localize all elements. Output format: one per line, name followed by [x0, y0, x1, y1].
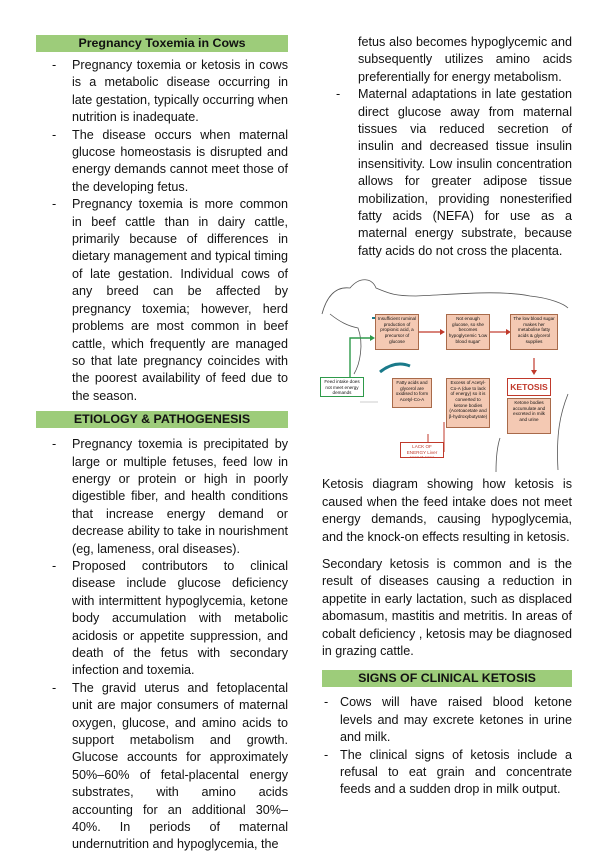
pregnancy-toxemia-list	[36, 57, 288, 405]
list-item: - Maternal adaptations in late gestation direct glucose away from maternal tissues via reduced secretion of insulin and decreased tissue insulin insensitivity. Low insulin concentration allows for greater adipose tissue mobilization, providing nonesterified fatty acids (NEFA) for use as a maternal energy substrate, because fatty acids do not cross the placenta.	[322, 86, 572, 260]
clinical-signs-list	[322, 694, 572, 798]
list-item: - Cows will have raised blood ketone levels and may excrete ketones in urine and milk.	[322, 694, 572, 746]
left-column	[36, 0, 288, 854]
list-item: - The gravid uterus and fetoplacental unit are major consumers of maternal oxygen, glucose, and amino acids to support metabolism and growth. Glucose accounts for approximately 50%–60% of fetal-placental energy substrates, with amino acids accounting for an additional 30%–40%. In periods of maternal undernutrition and hypoglycemia, the	[36, 680, 288, 854]
diagram-box-fatty-acids-glycerol: The low blood sugar makes her metabolise fatty acids & glycerol supplies	[510, 314, 558, 350]
diagram-box-ketone-bodies: Excess of Acetyl-Co-A (due to lack of energy) so it is converted to ketone bodies (Acetoacetate and β-hydroxybutyrate)	[446, 378, 490, 428]
cow-outline-drawing	[320, 274, 570, 472]
etiology-list	[36, 436, 288, 854]
ketosis-diagram	[320, 274, 570, 472]
diagram-caption: Ketosis diagram showing how ketosis is caused when the feed intake does not meet energy demands, causing hypoglycemia, and the knock-on effects resulting in ketosis.	[322, 477, 572, 544]
diagram-box-lack-of-energy: LACK OF ENERGY Liver cannot cope	[400, 442, 444, 458]
section-heading-clinical-signs: SIGNS OF CLINICAL KETOSIS	[322, 670, 572, 687]
continuation-paragraph: fetus also becomes hypoglycemic and subsequently utilizes amino acids preferentially for energy metabolism.	[358, 35, 572, 84]
secondary-ketosis-paragraph: Secondary ketosis is common and is the result of diseases causing a reduction in appetite in early lactation, such as displaced abomasum, mastitis and metritis. In areas of cobalt deficiency , ketosis may be diagnosed in grazing cattle.	[322, 556, 572, 658]
right-column	[322, 0, 572, 799]
list-item: - Pregnancy toxemia is precipitated by large or multiple fetuses, feed low in energy or protein or high in poorly digestible fiber, and health conditions that increase energy demand or decrease ability to take in nourishment (eg, lameness, oral diseases).	[36, 436, 288, 558]
etiology-list-continued	[322, 86, 572, 260]
diagram-box-propionic-acid: Insufficient ruminal production of propionic acid, a precursor of glucose	[375, 314, 419, 350]
diagram-box-ketosis: KETOSIS	[507, 378, 551, 396]
list-item: - The clinical signs of ketosis include a refusal to eat grain and concentrate feeds and a sudden drop in milk output.	[322, 747, 572, 799]
list-item: - Pregnancy toxemia or ketosis in cows is a metabolic disease occurring in late gestation, typically occurring when nutrition is inadequate.	[36, 57, 288, 127]
section-heading-etiology: ETIOLOGY & PATHOGENESIS	[36, 411, 288, 428]
diagram-box-feed-intake: Feed intake does not meet energy demands	[320, 377, 364, 397]
diagram-box-hypoglycemic: Not enough glucose, so she becomes hypoglycemic 'Low blood sugar'	[446, 314, 490, 350]
list-item: - Pregnancy toxemia is more common in beef cattle than in dairy cattle, primarily because of differences in dietary management and typical timing of late gestation. Individual cows of any breed can be affected by pregnancy toxemia; however, herd problems are most common in beef cattle, which frequently are managed so that late pregnancy coincides with the poorest availability of feed due to the season.	[36, 196, 288, 405]
diagram-box-acetyl-coa: Fatty acids and glycerol are oxidised to form Acetyl-Co-A	[392, 378, 432, 408]
diagram-box-milk-urine: Ketone bodies accumulate and excreted in milk and urine	[507, 398, 551, 434]
list-item: - Proposed contributors to clinical disease include glucose deficiency with intermittent hypoglycemia, ketone body accumulation with metabolic acidosis or appetite suppression, and death of the fetus with secondary infection and toxemia.	[36, 558, 288, 680]
section-heading-pregnancy-toxemia: Pregnancy Toxemia in Cows	[36, 35, 288, 52]
list-item: - The disease occurs when maternal glucose homeostasis is disrupted and energy demands cannot meet those of the developing fetus.	[36, 127, 288, 197]
